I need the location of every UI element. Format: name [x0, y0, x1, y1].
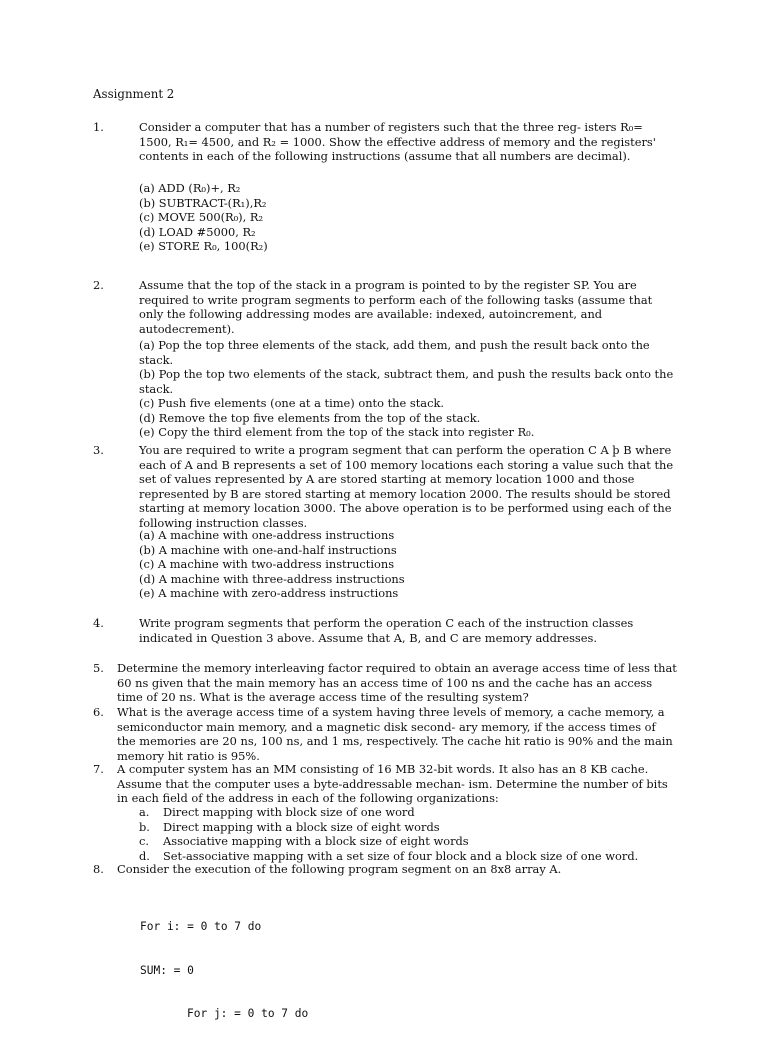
q7-option-b-label: b.: [139, 819, 150, 834]
q8-number: 8.: [93, 862, 104, 876]
q1-options: [139, 181, 679, 254]
q2-options: [139, 338, 679, 440]
q3-option-c: (c) A machine with two-address instructions: [139, 557, 395, 571]
q8-code-line-1: For i: = 0 to 7 do: [140, 920, 262, 933]
q7-option-a-label: a.: [139, 805, 150, 819]
q1-text: Consider a computer that has a number of registers such that the three reg- isters R₀= 1500, R₁= 4500, and R₂ = 1000. Show the effective address of memory and the registers' contents in each of the following instructions (assume that all numbers are decimal).: [139, 120, 656, 163]
q2-option-e: (e) Copy the third element from the top of the stack into register R₀.: [139, 425, 535, 439]
q3-options: [139, 528, 679, 601]
q7-option-c: [139, 834, 659, 849]
q3-option-e: (e) A machine with zero-address instructions: [139, 586, 399, 600]
q7-option-d-text: Set-associative mapping with a set size of four block and a block size of one word.: [163, 848, 639, 863]
q2-option-c: (c) Push five elements (one at a time) onto the stack.: [139, 396, 444, 410]
q8-code-block: [140, 891, 308, 1051]
q7-text: A computer system has an MM consisting of 16 MB 32-bit words. It also has an 8 KB cache. Assume that the computer uses a byte-addressable mechan- ism. Determine the number of bits in each field of the address in each of the following organizations:: [117, 762, 668, 805]
q1-option-b: (b) SUBTRACT-(R₁),R₂: [139, 195, 267, 210]
q7-number: 7.: [93, 762, 104, 776]
q1-option-c: (c) MOVE 500(R₀), R₂: [139, 210, 264, 224]
q2-option-b: (b) Pop the top two elements of the stack, subtract them, and push the results back onto the stack.: [139, 367, 674, 396]
q3-option-d: (d) A machine with three-address instructions: [139, 571, 405, 586]
q4-number: 4.: [93, 616, 104, 630]
q8-code-line-3: For j: = 0 to 7 do: [187, 1007, 309, 1020]
q3-option-a: (a) A machine with one-address instructions: [139, 528, 395, 542]
q2-text: Assume that the top of the stack in a program is pointed to by the register SP. You are required to write program segments to perform each of the following tasks (assume that only the following addressing modes are available: indexed, autoincrement, and autodecrement).: [139, 278, 653, 336]
q7-option-b: [139, 820, 659, 835]
q7-option-b-text: Direct mapping with a block size of eight words: [163, 819, 440, 834]
q3-option-b: (b) A machine with one-and-half instructions: [139, 542, 397, 557]
q2-number: 2.: [93, 278, 104, 292]
q6-text: What is the average access time of a system having three levels of memory, a cache memory, a semiconductor main memory, and a magnetic disk second- ary memory, if the access times of the memories are 20 ns, 100 ns, and 1 ms, respectively. The cache hit ratio is 90% and the main memory hit ratio is 95%.: [117, 705, 673, 763]
q5-text: Determine the memory interleaving factor required to obtain an average access time of less that 60 ns given that the main memory has an access time of 100 ns and the cache has an access time of 20 ns. What is the average access time of the resulting system?: [117, 661, 677, 704]
q7-option-a-text: Direct mapping with block size of one word: [163, 805, 415, 819]
q8-text: Consider the execution of the following program segment on an 8x8 array A.: [117, 862, 562, 876]
q1-option-d: (d) LOAD #5000, R₂: [139, 224, 256, 239]
q6-number: 6.: [93, 705, 104, 719]
q8-code-line-2: SUM: = 0: [140, 963, 194, 977]
q1-option-e: (e) STORE R₀, 100(R₂): [139, 239, 268, 253]
q7-options: [139, 805, 659, 863]
q3-text: You are required to write a program segment that can perform the operation C A þ B where each of A and B represents a set of 100 memory locations each storing a value such that the set of values represented by A are stored starting at memory location 1000 and those represented by B are stored starting at memory location 2000. The results should be stored starting at memory location 3000. The above operation is to be performed using each of the following instruction classes.: [139, 443, 674, 530]
q1-number: 1.: [93, 120, 104, 134]
q7-option-c-label: c.: [139, 834, 150, 848]
assignment-title: Assignment 2: [93, 87, 175, 101]
q7-option-c-text: Associative mapping with a block size of eight words: [163, 834, 469, 848]
q2-option-a: (a) Pop the top three elements of the stack, add them, and push the result back onto the stack.: [139, 338, 650, 367]
q7-option-d-label: d.: [139, 848, 150, 863]
q2-option-d: (d) Remove the top five elements from the top of the stack.: [139, 410, 481, 425]
q4-text: Write program segments that perform the operation C each of the instruction classes indicated in Question 3 above. Assume that A, B, and C are memory addresses.: [139, 616, 634, 645]
q7-option-a: [139, 805, 659, 820]
q1-option-a: (a) ADD (R₀)+, R₂: [139, 181, 241, 195]
q3-number: 3.: [93, 443, 104, 457]
q5-number: 5.: [93, 661, 104, 675]
q7-option-d: [139, 849, 659, 864]
